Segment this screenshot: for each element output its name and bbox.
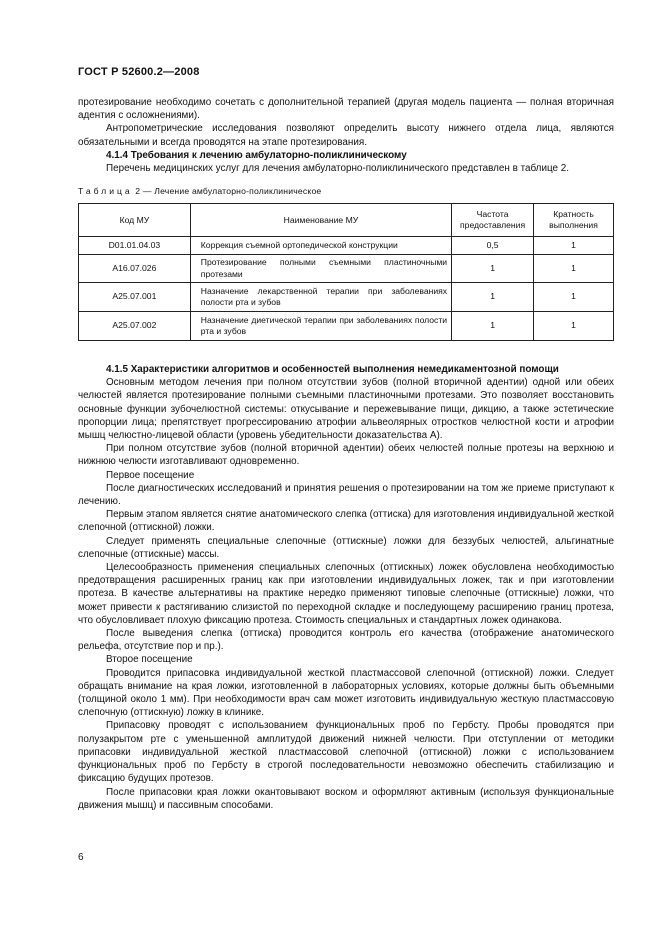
intro-paragraph-1: протезирование необходимо сочетать с дополнительной терапией (другая модель пациента — полная вторичная адентия с осложнениями). bbox=[78, 97, 614, 122]
row-multiplicity: 1 bbox=[534, 237, 614, 255]
subheading-second-visit: Второе посещение bbox=[106, 654, 193, 666]
section-4-1-4-title: 4.1.4 Требования к лечению амбулаторно-поликлиническому bbox=[106, 149, 407, 161]
subheading-first-visit: Первое посещение bbox=[106, 469, 195, 481]
row-multiplicity: 1 bbox=[534, 312, 614, 341]
body-paragraph: После диагностических исследований и принятия решения о протезировании на том же приеме приступают к лечению. bbox=[78, 482, 614, 508]
body-paragraph: Первым этапом является снятие анатомического слепка (оттиска) для изготовления индивидуальной жесткой слепочной (оттискной) ложки. bbox=[78, 509, 614, 534]
body-paragraph: Следует применять специальные слепочные (оттискные) ложки для беззубых челюстей, альгинатные слепочные (оттискные) массы. bbox=[78, 535, 614, 560]
table-caption bbox=[78, 186, 321, 196]
body-paragraph: Целесообразность применения специальных слепочных (оттискных) ложек обусловлена необходимостью предотвращения расширенных границ как при изготовлении индивидуальных ложек, так и при изготовлении протеза. В качестве альтернативы на практике нередко применяют типовые слепочные (оттискные) ложки, что может привести к растягиванию слизистой по переходной складке и последующему расширению границ протеза, что обусловливает плохую фиксацию протеза. Стоимость специальных и стандартных ложек одинакова. bbox=[78, 562, 614, 626]
document-header: ГОСТ Р 52600.2—2008 bbox=[78, 66, 200, 78]
section-4-1-5-title: 4.1.5 Характеристики алгоритмов и особенностей выполнения немедикаментозной помощи bbox=[106, 364, 559, 375]
row-multiplicity: 1 bbox=[534, 283, 614, 312]
row-frequency: 1 bbox=[452, 255, 534, 283]
row-frequency: 1 bbox=[452, 312, 534, 341]
section-4-1-5 bbox=[78, 363, 614, 812]
table-caption-label: Таблица bbox=[78, 186, 133, 196]
header-multiplicity: Кратность выполнения bbox=[534, 204, 614, 237]
header-code: Код МУ bbox=[79, 204, 191, 237]
row-multiplicity: 1 bbox=[534, 255, 614, 283]
body-paragraph: Припасовку проводят с использованием функциональных проб по Гербсту. Пробы проводятся при полузакрытом рте с уменьшенной амплитудой движений нижней челюсти. При отступлении от методики припасовки индивидуальной жесткой пластмассовой слепочной (оттискной) ложки с использованием функциональных проб по Гербсту в строгой последовательности невозможно обеспечить стабилизацию и фиксацию будущих протезов. bbox=[78, 720, 614, 785]
row-name: Коррекция съемной ортопедической конструкции bbox=[190, 237, 451, 255]
row-frequency: 1 bbox=[452, 283, 534, 312]
table-row bbox=[79, 283, 614, 312]
page-number: 6 bbox=[78, 852, 84, 863]
table-row bbox=[79, 255, 614, 283]
header-frequency: Частота предоставления bbox=[452, 204, 534, 237]
body-paragraph: После припасовки края ложки окантовывают воском и оформляют активным (используя функциональные движения мышц) и пассивным способами. bbox=[78, 786, 614, 811]
table-header-row bbox=[79, 204, 614, 237]
body-paragraph: Основным методом лечения при полном отсутствии зубов (полной вторичной адентии) одной или обеих челюстей является протезирование полными съемными пластиночными протезами. Это позволяет восстановить основные функции зубочелюстной системы: откусывание и пережевывание пищи, дикцию, а также эстетические пропорции лица; препятствует прогрессированию атрофии альвеолярных отростков челюстной кости и атрофии мышц челюстно-лицевой области (уровень убедительности доказательства А). bbox=[78, 377, 614, 442]
intro-block bbox=[78, 96, 614, 175]
section-4-1-4-text: Перечень медицинских услуг для лечения амбулаторно-поликлинического представлен в таблице 2. bbox=[106, 163, 569, 175]
intro-paragraph-2: Антропометрические исследования позволяют определить высоту нижнего отдела лица, являются обязательными и всегда проводятся на этапе протезирования. bbox=[78, 123, 614, 148]
services-table bbox=[78, 203, 614, 341]
table-row bbox=[79, 312, 614, 341]
row-name: Назначение лекарственной терапии при заболеваниях полости рта и зубов bbox=[190, 283, 451, 312]
row-code: A25.07.002 bbox=[79, 312, 191, 341]
header-name: Наименование МУ bbox=[190, 204, 451, 237]
row-code: A16.07.026 bbox=[79, 255, 191, 283]
row-code: D01.01.04.03 bbox=[79, 237, 191, 255]
row-name: Протезирование полными съемными пластиночными протезами bbox=[190, 255, 451, 283]
row-name: Назначение диетической терапии при заболеваниях полости рта и зубов bbox=[190, 312, 451, 341]
body-paragraph: Проводится припасовка индивидуальной жесткой пластмассовой слепочной (оттискной) ложки. Следует обращать внимание на края ложки, изготовленной в лабораторных условиях, которые должны быть объемными (толщиной около 1 мм). При необходимости врач сам может изготовить индивидуальную жесткую пластмассовую слепочную (оттискную) ложку в клинике. bbox=[78, 667, 614, 719]
body-paragraph: При полном отсутствие зубов (полной вторичной адентии) обеих челюстей полные протезы на верхнюю и нижнюю челюсти изготавливают одновременно. bbox=[78, 443, 614, 468]
table-caption-title: 2 — Лечение амбулаторно-поликлиническое bbox=[132, 186, 322, 196]
row-frequency: 0,5 bbox=[452, 237, 534, 255]
table-row bbox=[79, 237, 614, 255]
row-code: A25.07.001 bbox=[79, 283, 191, 312]
body-paragraph: После выведения слепка (оттиска) проводится контроль его качества (отображение анатомического рельефа, отсутствие пор и пр.). bbox=[78, 628, 614, 653]
